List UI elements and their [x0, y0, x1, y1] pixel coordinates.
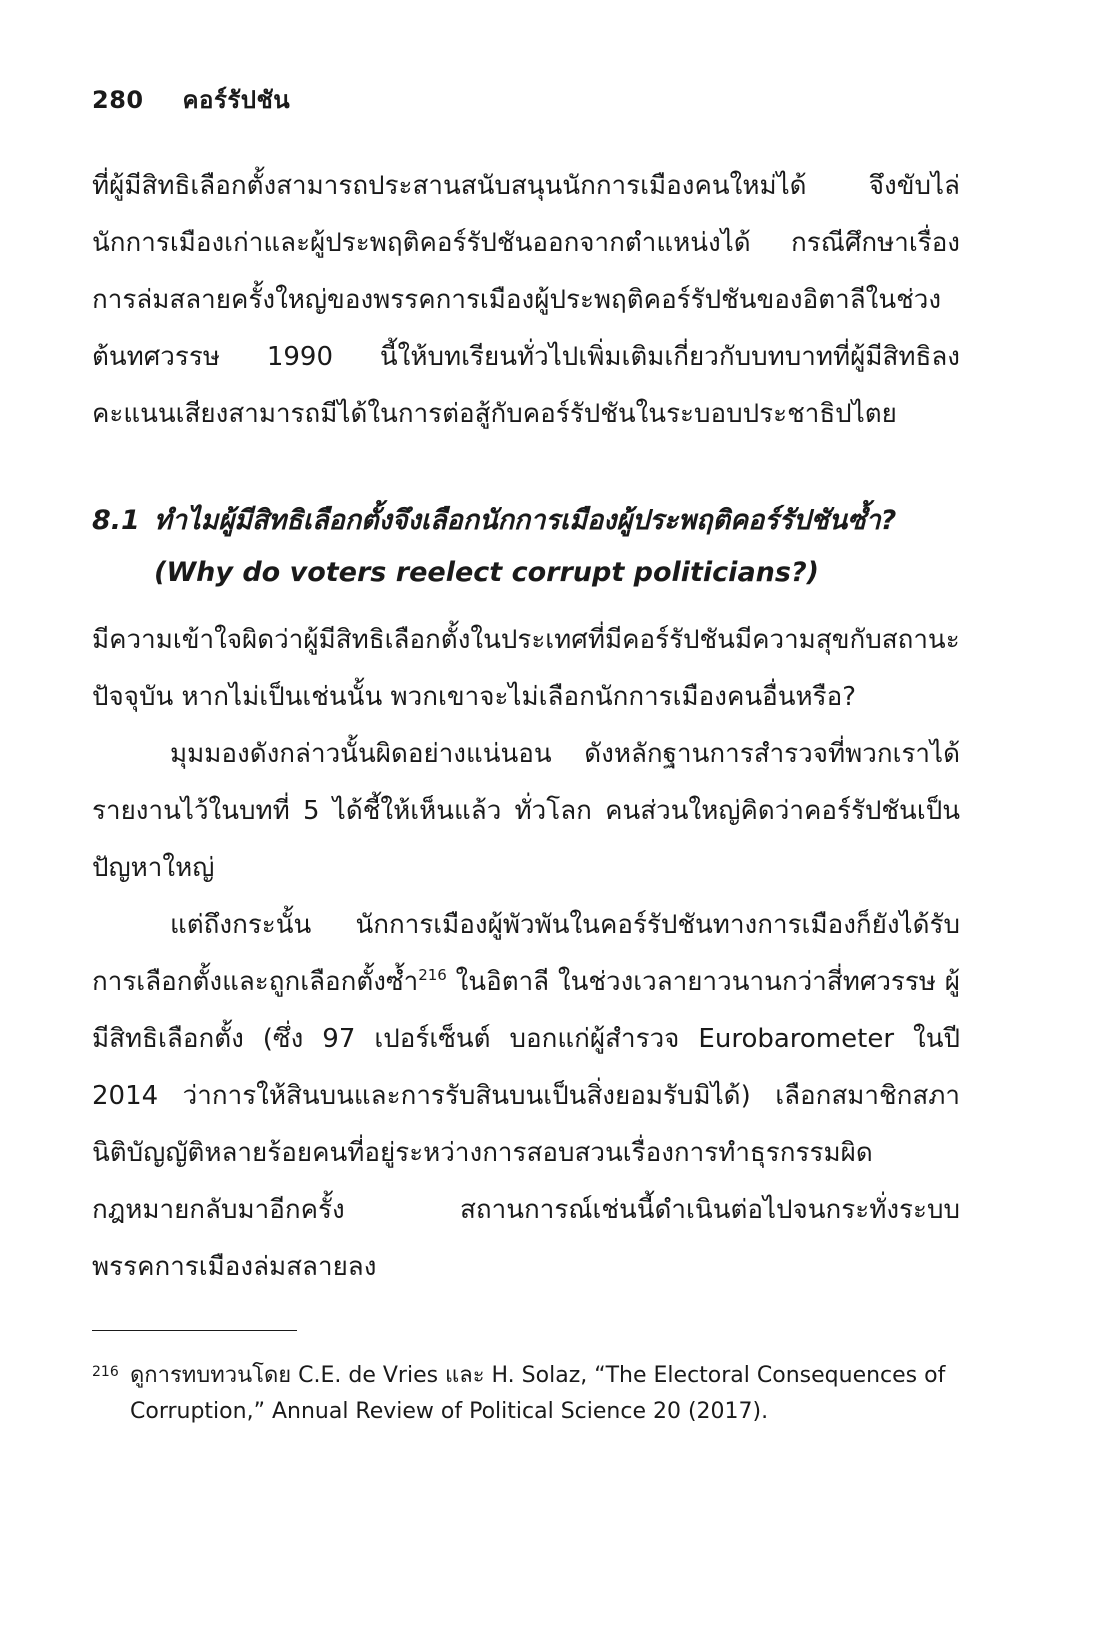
intro-text [92, 158, 960, 443]
section-number: 8.1 [92, 505, 140, 536]
intro-paragraph: ที่ผู้มีสิทธิเลือกตั้งสามารถประสานสนับสนุนนักการเมืองคนใหม่ได้ จึงขับไล่นักการเมืองเก่าและผู้ประพฤติคอร์รัปชันออกจากตำแหน่งได้ กรณีศึกษาเรื่องการล่มสลายครั้งใหญ่ของพรรคการเมืองผู้ประพฤติคอร์รัปชันของอิตาลีในช่วงต้นทศวรรษ 1990 นี้ให้บทเรียนทั่วไปเพิ่มเติมเกี่ยวกับบทบาทที่ผู้มีสิทธิลงคะแนนเสียงสามารถมีได้ในการต่อสู้กับคอร์รัปชันในระบอบประชาธิปไตย [92, 171, 960, 429]
body-paragraph-3 [92, 897, 960, 1296]
running-header [92, 80, 290, 119]
footnote [92, 1358, 960, 1430]
book-title: คอร์รัปชัน [182, 86, 291, 114]
paragraph-3-rest: ในอิตาลี ในช่วงเวลายาวนานกว่าสี่ทศวรรษ ผู้มีสิทธิเลือกตั้ง (ซึ่ง 97 เปอร์เซ็นต์ บอกแก่ผู้สำรวจ Eurobarometer ในปี 2014 ว่าการให้สินบนและการรับสินบนเป็นสิ่งยอมรับมิได้) เลือกสมาชิกสภานิติบัญญัติหลายร้อยคนที่อยู่ระหว่างการสอบสวนเรื่องการทำธุรกรรมผิดกฎหมายกลับมาอีกครั้ง สถานการณ์เช่นนี้ดำเนินต่อไปจนกระทั่งระบบพรรคการเมืองล่มสลายลง [92, 967, 960, 1282]
book-page [92, 0, 960, 1645]
section-body [92, 612, 960, 1296]
section-title-thai: ทำไมผู้มีสิทธิเลือกตั้งจึงเลือกนักการเมืองผู้ประพฤติคอร์รัปชันซ้ำ? [154, 505, 897, 536]
section-title-english: (Why do voters reelect corrupt politicians?) [154, 557, 819, 588]
body-paragraph-1: มีความเข้าใจผิดว่าผู้มีสิทธิเลือกตั้งในประเทศที่มีคอร์รัปชันมีความสุขกับสถานะปัจจุบัน หากไม่เป็นเช่นนั้น พวกเขาจะไม่เลือกนักการเมืองคนอื่นหรือ? [92, 625, 960, 712]
footnote-reference[interactable]: 216 [418, 966, 447, 984]
body-paragraph-2: มุมมองดังกล่าวนั้นผิดอย่างแน่นอน ดังหลักฐานการสำรวจที่พวกเราได้รายงานไว้ในบทที่ 5 ได้ชี้ให้เห็นแล้ว ทั่วโลก คนส่วนใหญ่คิดว่าคอร์รัปชันเป็นปัญหาใหญ่ [92, 739, 960, 883]
page-number: 280 [92, 86, 144, 114]
paragraph-3-start: แต่ถึงกระนั้น นักการเมืองผู้พัวพันในคอร์รัปชันทางการเมืองก็ยังได้รับการเลือกตั้งและถูกเลือกตั้งซ้ำ [92, 910, 960, 997]
footnote-text: ดูการทบทวนโดย C.E. de Vries และ H. Solaz, “The Electoral Consequences of Corruption,” Annual Review of Political Science 20 (2017). [130, 1363, 946, 1424]
footnote-number: 216 [92, 1364, 119, 1380]
section-heading [92, 495, 960, 599]
footnote-divider [92, 1330, 297, 1331]
